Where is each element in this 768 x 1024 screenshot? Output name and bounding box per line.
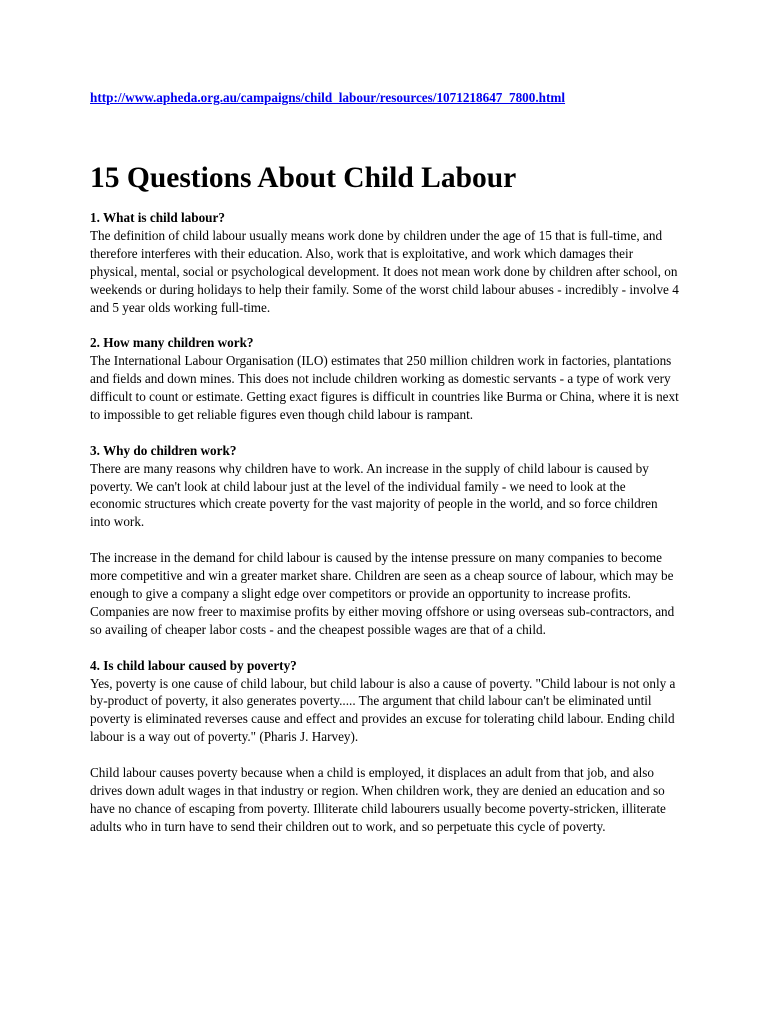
section-paragraph: Yes, poverty is one cause of child labour, but child labour is also a cause of poverty. "Child labour is not only a by-product of poverty, it also generates poverty..... The argument that child labour can't be eliminated until poverty is eliminated reverses cause and effect and provides an excuse for tolerating child labour. Ending child labour is a way out of poverty." (Pharis J. Harvey). <box>90 675 676 745</box>
section-paragraph: There are many reasons why children have to work. An increase in the supply of child labour is caused by poverty. We can't look at child labour just at the level of the individual family - we need to look at the economic structures which create poverty for the vast majority of people in the world, and so force children into work. <box>90 460 658 530</box>
section-paragraph: The definition of child labour usually means work done by children under the age of 15 that is full-time, and therefore interferes with their education. Also, work that is exploitative, and work which damages their physical, mental, social or psychological development. It does not mean work done by children after school, on weekends or during holidays to help their family. Some of the worst child labour abuses - incredibly - involve 4 and 5 year olds working full-time. <box>90 227 679 315</box>
section-heading: 1. What is child labour? <box>90 210 225 225</box>
source-url-link[interactable]: http://www.apheda.org.au/campaigns/child_labour/resources/1071218647_7800.html <box>90 90 566 105</box>
section-paragraph: Child labour causes poverty because when a child is employed, it displaces an adult from that job, and also drives down adult wages in that industry or region. When children work, they are denied an education and so have no chance of escaping from poverty. Illiterate child labourers usually become poverty-stricken, illiterate adults who in turn have to send their children out to work, and so perpetuate this cycle of poverty. <box>90 765 666 834</box>
document-title: 15 Questions About Child Labour <box>90 162 517 194</box>
section-heading: 4. Is child labour caused by poverty? <box>90 657 297 673</box>
section-how-many-children-work <box>90 334 680 424</box>
section-heading: 3. Why do children work? <box>90 442 237 458</box>
section-what-is-child-labour <box>90 209 680 316</box>
section-poverty-cause <box>90 657 680 836</box>
document-body <box>90 209 680 854</box>
section-heading: 2. How many children work? <box>90 335 254 351</box>
section-paragraph: The International Labour Organisation (ILO) estimates that 250 million children work in factories, plantations and fields and down mines. This does not include children working as domestic servants - a type of work very difficult to count or estimate. Getting exact figures is difficult in countries like Burma or China, where it is next to impossible to get reliable figures even though child labour is rampant. <box>90 353 679 422</box>
section-why-do-children-work <box>90 442 680 639</box>
section-paragraph: The increase in the demand for child labour is caused by the intense pressure on many companies to become more competitive and win a greater market share. Children are seen as a cheap source of labour, which may be enough to give a company a slight edge over competitors or provide an opportunity to increase profits. Companies are now freer to maximise profits by either moving offshore or using overseas sub-contractors, and so availing of cheaper labor costs - and the cheapest possible wages are that of a child. <box>90 550 675 637</box>
